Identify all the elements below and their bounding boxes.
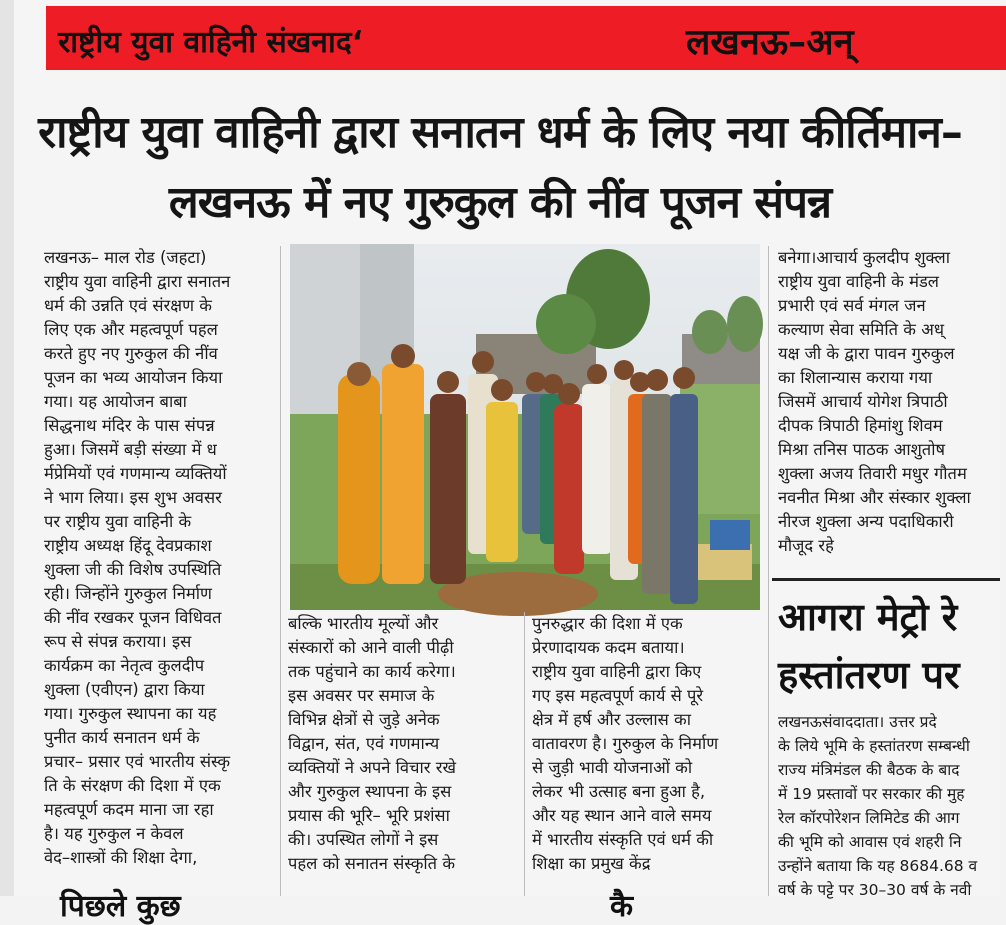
text-line: रही। जिन्होंने गुरुकुल निर्माण <box>44 584 212 603</box>
text-line: पर राष्ट्रीय युवा वाहिनी के <box>44 512 192 531</box>
text-line: मिश्रा तनिस पाठक आशुतोष <box>778 440 946 459</box>
text-line: और यह स्थान आने वाले समय <box>532 806 712 825</box>
article-column-5 <box>532 612 762 896</box>
text-line: सिद्धनाथ मंदिर के पास संपन्न <box>44 416 215 435</box>
text-line: की नींव रखकर पूजन विधिवत <box>44 608 222 627</box>
text-line: लिए एक और महत्वपूर्ण पहल <box>44 320 218 339</box>
text-line: है। यह गुरुकुल न केवल <box>44 824 184 843</box>
text-line: कार्यक्रम का नेतृत्व कुलदीप <box>44 656 205 675</box>
text-line: उन्होंने बताया कि यह 8684.68 व <box>778 857 978 875</box>
text-line: राष्ट्रीय युवा वाहिनी द्वारा सनातन <box>44 272 231 291</box>
text-line: हुआ। जिसमें बड़ी संख्या में ध <box>44 440 217 459</box>
text-line: गया। गुरुकुल स्थापना का यह <box>44 704 217 723</box>
text-line: व्यक्तियों ने अपने विचार रखे <box>288 758 457 777</box>
next-headline-fragment-right: कै <box>610 889 634 924</box>
main-headline-line1: राष्ट्रीय युवा वाहिनी द्वारा सनातन धर्म के लिए नया कीर्तिमान– <box>38 107 962 158</box>
second-story-headline-line2: हस्तांतरण पर <box>778 653 960 697</box>
text-line: रूप से संपन्न कराया। इस <box>44 632 192 651</box>
text-line: यक्ष जी के द्वारा पावन गुरुकुल <box>778 344 955 363</box>
section-banner <box>46 6 1006 70</box>
banner-city-title: लखनऊ–अन् <box>686 22 854 63</box>
main-headline-line2: लखनऊ में नए गुरुकुल की नींव पूजन संपन्न <box>168 177 832 228</box>
text-line: गए इस महत्वपूर्ण कार्य से पूरे <box>532 686 704 705</box>
text-line: कल्याण सेवा समिति के अध् <box>778 320 944 339</box>
text-line: र्मप्रेमियों एवं गणमान्य व्यक्तियों <box>44 464 227 483</box>
article-column-4 <box>288 612 518 896</box>
text-line: वातावरण है। गुरुकुल के निर्माण <box>532 734 719 753</box>
column-rule-1 <box>280 246 281 896</box>
text-line: रेल कॉरपोरेशन लिमिटेड की आग <box>778 809 960 827</box>
text-line: राष्ट्रीय अध्यक्ष हिंदू देवप्रकाश <box>44 536 212 555</box>
text-line: क्षेत्र में हर्ष और उल्लास का <box>532 710 691 729</box>
text-line: बल्कि भारतीय मूल्यों और <box>288 614 439 633</box>
text-line: इस अवसर पर समाज के <box>288 686 435 705</box>
column-rule-3 <box>768 246 769 896</box>
text-line: प्रेरणादायक कदम बताया। <box>532 638 685 657</box>
text-line: करते हुए नए गुरुकुल की नींव <box>44 344 218 363</box>
text-line: की। उपस्थित लोगों ने इस <box>288 830 439 849</box>
text-line: में 19 प्रस्तावों पर सरकार की मुह <box>778 785 965 803</box>
text-line: का शिलान्यास कराया गया <box>778 368 933 387</box>
text-line: वेद–शास्त्रों की शिक्षा देगा, <box>44 848 198 867</box>
text-line: शुक्ला जी की विशेष उपस्थिति <box>44 560 222 579</box>
text-line: शुक्ला (एवीएन) द्वारा किया <box>44 680 205 699</box>
text-line: प्रभारी एवं सर्व मंगल जन <box>778 296 926 315</box>
text-line: पूजन का भव्य आयोजन किया <box>44 368 223 387</box>
text-line: प्रयास की भूरि– भूरि प्रशंसा <box>288 806 450 825</box>
text-line: शुक्ला अजय तिवारी मधुर गौतम <box>778 464 967 483</box>
text-line: मौजूद रहे <box>778 536 834 555</box>
text-line: लेकर भी उत्साह बना हुआ है, <box>532 782 706 801</box>
banner-section-title: राष्ट्रीय युवा वाहिनी संखनाद‘ <box>58 25 364 60</box>
text-line: राज्य मंत्रिमंडल की बैठक के बाद <box>778 761 960 779</box>
text-line: नवनीत मिश्रा और संस्कार शुक्ला <box>778 488 971 507</box>
text-line: महत्वपूर्ण कदम माना जा रहा <box>44 800 214 819</box>
article-column-3 <box>778 246 1000 576</box>
text-line: और गुरुकुल स्थापना के इस <box>288 782 452 801</box>
text-line: राष्ट्रीय युवा वाहिनी के मंडल <box>778 272 939 291</box>
column-rule-2 <box>524 612 525 896</box>
text-line: नीरज शुक्ला अन्य पदाधिकारी <box>778 512 954 531</box>
next-headline-fragment-left: पिछले कुछ <box>60 889 181 924</box>
text-line: प्रचार– प्रसार एवं भारतीय संस्कृ <box>44 752 231 771</box>
text-line: विद्वान, संत, एवं गणमान्य <box>288 734 440 753</box>
text-line: पुनरुद्धार की दिशा में एक <box>532 614 683 633</box>
text-line: तक पहुंचाने का कार्य करेगा। <box>288 662 456 681</box>
text-line: की भूमि को आवास एवं शहरी नि <box>778 833 962 851</box>
text-line: संस्कारों को आने वाली पीढ़ी <box>288 638 454 657</box>
text-line: धर्म की उन्नति एवं संरक्षण के <box>44 296 212 315</box>
text-line: ने भाग लिया। इस शुभ अवसर <box>44 488 222 507</box>
text-line: से जुड़ी भावी योजनाओं को <box>532 758 693 777</box>
text-line: राष्ट्रीय युवा वाहिनी द्वारा किए <box>532 662 702 681</box>
text-line: विभिन्न क्षेत्रों से जुड़े अनेक <box>288 710 440 729</box>
event-photo <box>290 244 760 610</box>
text-line: गया। यह आयोजन बाबा <box>44 392 187 411</box>
text-line: दीपक त्रिपाठी हिमांशु शिवम <box>778 416 943 435</box>
text-line: पहल को सनातन संस्कृति के <box>288 854 455 873</box>
text-line: जिसमें आचार्य योगेश त्रिपाठी <box>778 392 948 411</box>
text-line: पुनीत कार्य सनातन धर्म के <box>44 728 200 747</box>
text-line: वर्ष के पट्टे पर 30–30 वर्ष के नवी <box>778 881 972 899</box>
story-divider <box>772 578 1000 581</box>
text-line: लखनऊसंवाददाता। उत्तर प्रदे <box>778 713 937 731</box>
article-column-1 <box>44 246 272 896</box>
second-story-body <box>778 710 1000 899</box>
text-line: शिक्षा का प्रमुख केंद्र <box>532 854 651 873</box>
text-line: बनेगा।आचार्य कुलदीप शुक्ला <box>778 248 951 267</box>
text-line: के लिये भूमि के हस्तांतरण सम्बन्धी <box>778 737 970 755</box>
text-line: लखनऊ– माल रोड (जहटा) <box>44 248 207 267</box>
text-line: ति के संरक्षण की दिशा में एक <box>44 776 221 795</box>
second-story-headline-line1: आगरा मेट्रो रे <box>778 595 958 639</box>
text-line: में भारतीय संस्कृति एवं धर्म की <box>532 830 714 849</box>
